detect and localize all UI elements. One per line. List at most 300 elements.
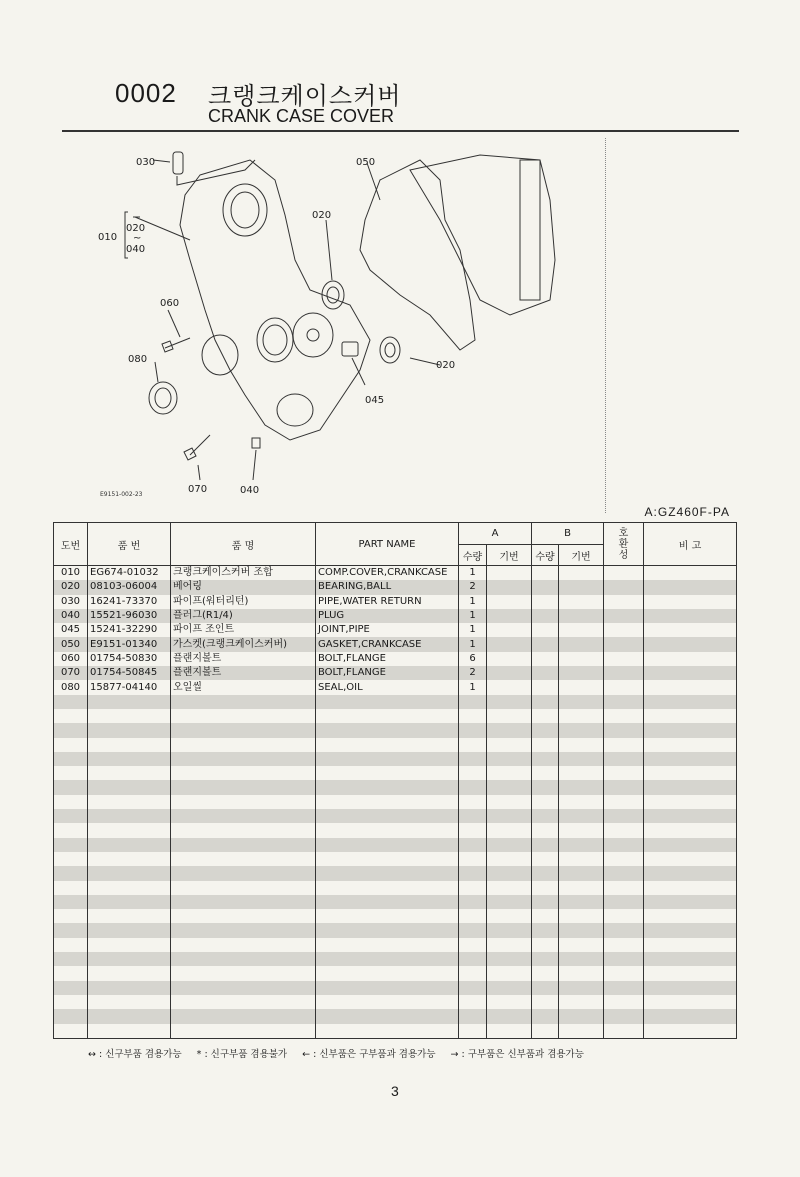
- cell-qty-a: [459, 866, 487, 880]
- cell-part-name-ko: [171, 1024, 316, 1039]
- cell-serial-a: [487, 923, 532, 937]
- cell-interchangeability: [604, 795, 644, 809]
- cell-qty-b: [532, 766, 559, 780]
- cell-part-name-ko: 베어링: [171, 580, 316, 594]
- legend-item-both-ways: ↔ : 신구부품 겸용가능: [88, 1049, 182, 1060]
- cell-interchangeability: [604, 852, 644, 866]
- cell-ref-no: [54, 981, 88, 995]
- cell-part-no: 16241-73370: [88, 595, 171, 609]
- cell-serial-a: [487, 795, 532, 809]
- cell-part-name-en: [316, 966, 459, 980]
- cell-remarks: [644, 723, 737, 737]
- cell-serial-b: [559, 580, 604, 594]
- cell-part-name-en: [316, 752, 459, 766]
- header-part-name-ko: 품 명: [171, 523, 316, 566]
- cell-part-name-ko: [171, 852, 316, 866]
- cell-qty-b: [532, 1009, 559, 1023]
- cell-qty-b: [532, 952, 559, 966]
- cell-ref-no: 060: [54, 652, 88, 666]
- cell-serial-a: [487, 938, 532, 952]
- cell-serial-a: [487, 823, 532, 837]
- cell-part-no: [88, 881, 171, 895]
- engine-block-drawing: [410, 155, 555, 315]
- header-group-a: A: [459, 523, 532, 545]
- cell-part-name-en: [316, 780, 459, 794]
- cell-remarks: [644, 580, 737, 594]
- header-rule: [62, 130, 739, 132]
- cell-remarks: [644, 866, 737, 880]
- legend-item-old-to-new: → : 구부품은 신부품과 겸용가능: [450, 1049, 584, 1060]
- cell-interchangeability: [604, 981, 644, 995]
- cell-qty-b: [532, 966, 559, 980]
- cell-qty-b: [532, 680, 559, 694]
- cell-qty-a: [459, 723, 487, 737]
- table-row: [54, 652, 737, 666]
- cell-qty-a: [459, 909, 487, 923]
- cell-serial-b: [559, 966, 604, 980]
- cell-serial-b: [559, 666, 604, 680]
- cell-qty-a: 1: [459, 566, 487, 581]
- cell-serial-a: [487, 852, 532, 866]
- table-row-empty: [54, 695, 737, 709]
- cell-interchangeability: [604, 580, 644, 594]
- cell-part-no: [88, 795, 171, 809]
- cell-part-name-ko: [171, 809, 316, 823]
- cell-serial-b: [559, 895, 604, 909]
- cell-part-no: [88, 780, 171, 794]
- cell-serial-a: [487, 623, 532, 637]
- joint-045-drawing: [342, 342, 358, 356]
- cell-remarks: [644, 909, 737, 923]
- cell-serial-b: [559, 981, 604, 995]
- cell-serial-b: [559, 709, 604, 723]
- cell-qty-a: [459, 966, 487, 980]
- cell-part-name-ko: [171, 695, 316, 709]
- cell-part-no: [88, 1009, 171, 1023]
- cell-part-name-ko: [171, 709, 316, 723]
- cell-interchangeability: [604, 780, 644, 794]
- cell-part-name-ko: [171, 923, 316, 937]
- cell-remarks: [644, 823, 737, 837]
- cell-remarks: [644, 895, 737, 909]
- header-remarks: 비 고: [644, 523, 737, 566]
- cell-remarks: [644, 623, 737, 637]
- cell-interchangeability: [604, 709, 644, 723]
- callout-050: 050: [356, 157, 376, 168]
- cell-interchangeability: [604, 823, 644, 837]
- cell-part-name-en: [316, 695, 459, 709]
- cell-ref-no: [54, 695, 88, 709]
- cell-serial-b: [559, 1009, 604, 1023]
- cell-qty-b: [532, 695, 559, 709]
- oil-seal-080-drawing: [149, 382, 177, 414]
- cell-ref-no: [54, 952, 88, 966]
- cell-remarks: [644, 766, 737, 780]
- cell-part-name-ko: [171, 795, 316, 809]
- cell-qty-b: [532, 652, 559, 666]
- cell-part-name-en: [316, 881, 459, 895]
- cell-ref-no: [54, 923, 88, 937]
- cell-qty-a: 1: [459, 609, 487, 623]
- cell-part-name-en: [316, 738, 459, 752]
- cell-part-name-en: [316, 1009, 459, 1023]
- table-row-empty: [54, 881, 737, 895]
- cell-interchangeability: [604, 995, 644, 1009]
- cell-interchangeability: [604, 1009, 644, 1023]
- cell-serial-a: [487, 680, 532, 694]
- callout-010-range-tilde: ~: [133, 233, 142, 244]
- cell-serial-b: [559, 566, 604, 581]
- header-qty-a: 수량: [459, 545, 487, 566]
- cell-remarks: [644, 652, 737, 666]
- header-group-b: B: [532, 523, 604, 545]
- cell-qty-b: [532, 666, 559, 680]
- table-row-empty: [54, 966, 737, 980]
- cell-qty-b: [532, 838, 559, 852]
- cell-part-name-en: PLUG: [316, 609, 459, 623]
- parts-table: [53, 522, 737, 1039]
- cell-interchangeability: [604, 738, 644, 752]
- cell-part-name-ko: [171, 766, 316, 780]
- table-row-empty: [54, 752, 737, 766]
- cell-part-name-en: [316, 795, 459, 809]
- cell-part-name-ko: [171, 952, 316, 966]
- cell-qty-b: [532, 738, 559, 752]
- cell-part-no: [88, 852, 171, 866]
- cell-interchangeability: [604, 909, 644, 923]
- cell-qty-b: [532, 609, 559, 623]
- cell-ref-no: [54, 809, 88, 823]
- cell-part-name-ko: 플러그(R1/4): [171, 609, 316, 623]
- cell-remarks: [644, 780, 737, 794]
- cell-part-name-en: [316, 909, 459, 923]
- section-number: 0002: [115, 78, 177, 108]
- cell-qty-a: [459, 766, 487, 780]
- cell-part-no: [88, 923, 171, 937]
- cell-part-no: 08103-06004: [88, 580, 171, 594]
- cell-serial-b: [559, 809, 604, 823]
- cell-ref-no: [54, 709, 88, 723]
- cell-interchangeability: [604, 637, 644, 651]
- table-row: [54, 609, 737, 623]
- cell-interchangeability: [604, 566, 644, 581]
- cell-ref-no: [54, 752, 88, 766]
- cell-interchangeability: [604, 866, 644, 880]
- cell-part-no: 15521-96030: [88, 609, 171, 623]
- cell-interchangeability: [604, 752, 644, 766]
- cell-interchangeability: [604, 923, 644, 937]
- cell-part-name-ko: [171, 981, 316, 995]
- cell-qty-b: [532, 1024, 559, 1039]
- callout-020-upper: 020: [312, 210, 332, 221]
- cell-part-name-ko: 가스켓(크랭크케이스커버): [171, 637, 316, 651]
- cell-part-name-en: [316, 838, 459, 852]
- cell-part-name-ko: [171, 780, 316, 794]
- cell-qty-b: [532, 923, 559, 937]
- callout-010-range-start: 020: [126, 223, 146, 234]
- header-qty-b: 수량: [532, 545, 559, 566]
- cell-serial-b: [559, 838, 604, 852]
- cell-remarks: [644, 809, 737, 823]
- cell-interchangeability: [604, 838, 644, 852]
- table-row-empty: [54, 795, 737, 809]
- cell-qty-b: [532, 709, 559, 723]
- cell-interchangeability: [604, 652, 644, 666]
- dotted-divider: [605, 138, 606, 513]
- cell-part-name-ko: [171, 838, 316, 852]
- cell-part-name-en: [316, 923, 459, 937]
- cell-qty-a: 2: [459, 580, 487, 594]
- cell-ref-no: [54, 995, 88, 1009]
- cell-interchangeability: [604, 623, 644, 637]
- cell-ref-no: [54, 780, 88, 794]
- cell-remarks: [644, 852, 737, 866]
- table-row-empty: [54, 895, 737, 909]
- table-row-empty: [54, 952, 737, 966]
- table-row-empty: [54, 938, 737, 952]
- cell-part-no: [88, 809, 171, 823]
- cell-ref-no: [54, 938, 88, 952]
- cell-qty-a: 1: [459, 623, 487, 637]
- cell-part-no: [88, 695, 171, 709]
- cell-remarks: [644, 609, 737, 623]
- cell-qty-b: [532, 566, 559, 581]
- cell-remarks: [644, 595, 737, 609]
- cell-part-no: [88, 909, 171, 923]
- header-interchangeability: [604, 523, 644, 566]
- cell-ref-no: [54, 766, 88, 780]
- cell-part-name-ko: [171, 881, 316, 895]
- cell-part-no: EG674-01032: [88, 566, 171, 581]
- cell-serial-a: [487, 752, 532, 766]
- cell-qty-b: [532, 909, 559, 923]
- table-row-empty: [54, 981, 737, 995]
- cell-qty-a: [459, 881, 487, 895]
- cell-qty-b: [532, 938, 559, 952]
- cell-serial-b: [559, 637, 604, 651]
- cell-remarks: [644, 566, 737, 581]
- cell-part-name-en: BEARING,BALL: [316, 580, 459, 594]
- cell-qty-a: [459, 695, 487, 709]
- cell-remarks: [644, 695, 737, 709]
- header-ref-no: 도번: [54, 523, 88, 566]
- cell-remarks: [644, 1009, 737, 1023]
- cell-serial-a: [487, 981, 532, 995]
- cell-interchangeability: [604, 723, 644, 737]
- page-title-english: CRANK CASE COVER: [208, 106, 395, 126]
- cell-part-no: E9151-01340: [88, 637, 171, 651]
- cell-serial-b: [559, 795, 604, 809]
- cell-ref-no: [54, 966, 88, 980]
- cell-part-no: [88, 1024, 171, 1039]
- plug-040-drawing: [252, 438, 260, 448]
- cell-qty-a: [459, 952, 487, 966]
- cell-qty-b: [532, 780, 559, 794]
- cell-part-name-ko: [171, 938, 316, 952]
- cell-qty-a: [459, 852, 487, 866]
- cell-ref-no: [54, 852, 88, 866]
- cell-serial-a: [487, 609, 532, 623]
- cell-part-name-en: BOLT,FLANGE: [316, 666, 459, 680]
- cell-qty-a: 2: [459, 666, 487, 680]
- cell-part-name-en: [316, 1024, 459, 1039]
- model-label: A:GZ460F-PA: [644, 505, 730, 519]
- cell-qty-a: [459, 995, 487, 1009]
- cell-qty-b: [532, 595, 559, 609]
- cell-part-name-en: [316, 823, 459, 837]
- table-row-empty: [54, 838, 737, 852]
- cell-serial-a: [487, 1024, 532, 1039]
- cell-serial-b: [559, 995, 604, 1009]
- cell-remarks: [644, 738, 737, 752]
- table-row: [54, 637, 737, 651]
- cell-part-no: 01754-50845: [88, 666, 171, 680]
- cell-part-name-ko: 플랜지볼트: [171, 652, 316, 666]
- cell-ref-no: [54, 881, 88, 895]
- cell-serial-b: [559, 695, 604, 709]
- cell-serial-b: [559, 938, 604, 952]
- cell-part-name-ko: [171, 738, 316, 752]
- cell-part-no: [88, 738, 171, 752]
- cell-ref-no: 010: [54, 566, 88, 581]
- cell-ref-no: 070: [54, 666, 88, 680]
- cell-part-name-en: JOINT,PIPE: [316, 623, 459, 637]
- cell-part-no: [88, 981, 171, 995]
- cell-ref-no: [54, 723, 88, 737]
- cell-remarks: [644, 680, 737, 694]
- cell-interchangeability: [604, 766, 644, 780]
- cell-serial-a: [487, 666, 532, 680]
- header-serial-a: 기번: [487, 545, 532, 566]
- bearing-020-lower-drawing: [380, 337, 400, 363]
- cell-serial-b: [559, 823, 604, 837]
- table-row-empty: [54, 738, 737, 752]
- cell-part-name-ko: [171, 823, 316, 837]
- cell-interchangeability: [604, 609, 644, 623]
- cell-part-name-en: GASKET,CRANKCASE: [316, 637, 459, 651]
- header-serial-b: 기번: [559, 545, 604, 566]
- table-row-empty: [54, 766, 737, 780]
- cell-serial-a: [487, 1009, 532, 1023]
- table-row-empty: [54, 995, 737, 1009]
- cell-qty-b: [532, 895, 559, 909]
- page-title-korean: 크랭크케이스커버: [208, 82, 402, 110]
- cell-ref-no: 040: [54, 609, 88, 623]
- cell-qty-a: 1: [459, 680, 487, 694]
- cell-serial-a: [487, 637, 532, 651]
- cell-serial-b: [559, 952, 604, 966]
- header-interchangeability-text: 호환성: [618, 527, 629, 561]
- cell-qty-a: 1: [459, 637, 487, 651]
- cell-serial-a: [487, 838, 532, 852]
- cell-part-name-ko: 크랭크케이스커버 조합: [171, 566, 316, 581]
- figure-code: E9151-002-23: [100, 491, 143, 498]
- cell-part-name-en: [316, 895, 459, 909]
- cell-part-name-ko: [171, 723, 316, 737]
- cell-remarks: [644, 981, 737, 995]
- cell-ref-no: [54, 866, 88, 880]
- cell-ref-no: 080: [54, 680, 88, 694]
- cell-interchangeability: [604, 952, 644, 966]
- cell-remarks: [644, 709, 737, 723]
- pipe-030-drawing: [173, 152, 183, 174]
- cell-qty-b: [532, 981, 559, 995]
- cell-part-no: [88, 838, 171, 852]
- cell-qty-a: 1: [459, 595, 487, 609]
- cell-serial-a: [487, 966, 532, 980]
- cell-serial-b: [559, 852, 604, 866]
- cell-part-no: [88, 752, 171, 766]
- cell-qty-a: [459, 895, 487, 909]
- cell-part-name-ko: 오일씰: [171, 680, 316, 694]
- parts-table-body: [54, 566, 737, 1039]
- cell-serial-b: [559, 723, 604, 737]
- cell-part-no: [88, 823, 171, 837]
- cell-serial-a: [487, 566, 532, 581]
- cell-interchangeability: [604, 680, 644, 694]
- cell-qty-a: [459, 752, 487, 766]
- cell-remarks: [644, 881, 737, 895]
- table-row-empty: [54, 709, 737, 723]
- table-row: [54, 595, 737, 609]
- cell-serial-a: [487, 952, 532, 966]
- callout-045: 045: [365, 395, 385, 406]
- table-row-empty: [54, 923, 737, 937]
- cell-remarks: [644, 966, 737, 980]
- cell-interchangeability: [604, 809, 644, 823]
- table-row: [54, 566, 737, 581]
- cell-qty-a: [459, 809, 487, 823]
- cell-ref-no: [54, 838, 88, 852]
- cell-qty-b: [532, 637, 559, 651]
- cell-part-no: 01754-50830: [88, 652, 171, 666]
- cell-serial-b: [559, 1024, 604, 1039]
- table-row-empty: [54, 723, 737, 737]
- header-part-name-en: PART NAME: [316, 523, 459, 566]
- cell-serial-b: [559, 652, 604, 666]
- cell-remarks: [644, 923, 737, 937]
- cell-qty-a: [459, 823, 487, 837]
- legend-item-not-interchangeable: * : 신구부품 겸용불가: [196, 1049, 288, 1060]
- table-row: [54, 680, 737, 694]
- cell-interchangeability: [604, 881, 644, 895]
- cell-remarks: [644, 938, 737, 952]
- cell-part-name-en: [316, 866, 459, 880]
- cell-serial-a: [487, 738, 532, 752]
- cell-part-name-ko: 파이프 조인트: [171, 623, 316, 637]
- cell-serial-a: [487, 580, 532, 594]
- cell-ref-no: 045: [54, 623, 88, 637]
- cell-serial-a: [487, 595, 532, 609]
- cell-serial-b: [559, 766, 604, 780]
- cell-remarks: [644, 838, 737, 852]
- cell-remarks: [644, 795, 737, 809]
- cell-part-no: [88, 966, 171, 980]
- cell-part-name-en: [316, 981, 459, 995]
- cell-qty-a: [459, 780, 487, 794]
- callout-020-lower: 020: [436, 360, 456, 371]
- cell-serial-a: [487, 695, 532, 709]
- crankcase-cover-drawing: [180, 160, 370, 440]
- cell-part-name-ko: [171, 1009, 316, 1023]
- cell-serial-a: [487, 995, 532, 1009]
- cell-part-name-en: COMP.COVER,CRANKCASE: [316, 566, 459, 581]
- cell-interchangeability: [604, 895, 644, 909]
- page-number: 3: [391, 1083, 399, 1099]
- callout-040: 040: [240, 485, 260, 496]
- cell-remarks: [644, 752, 737, 766]
- cell-part-name-en: [316, 766, 459, 780]
